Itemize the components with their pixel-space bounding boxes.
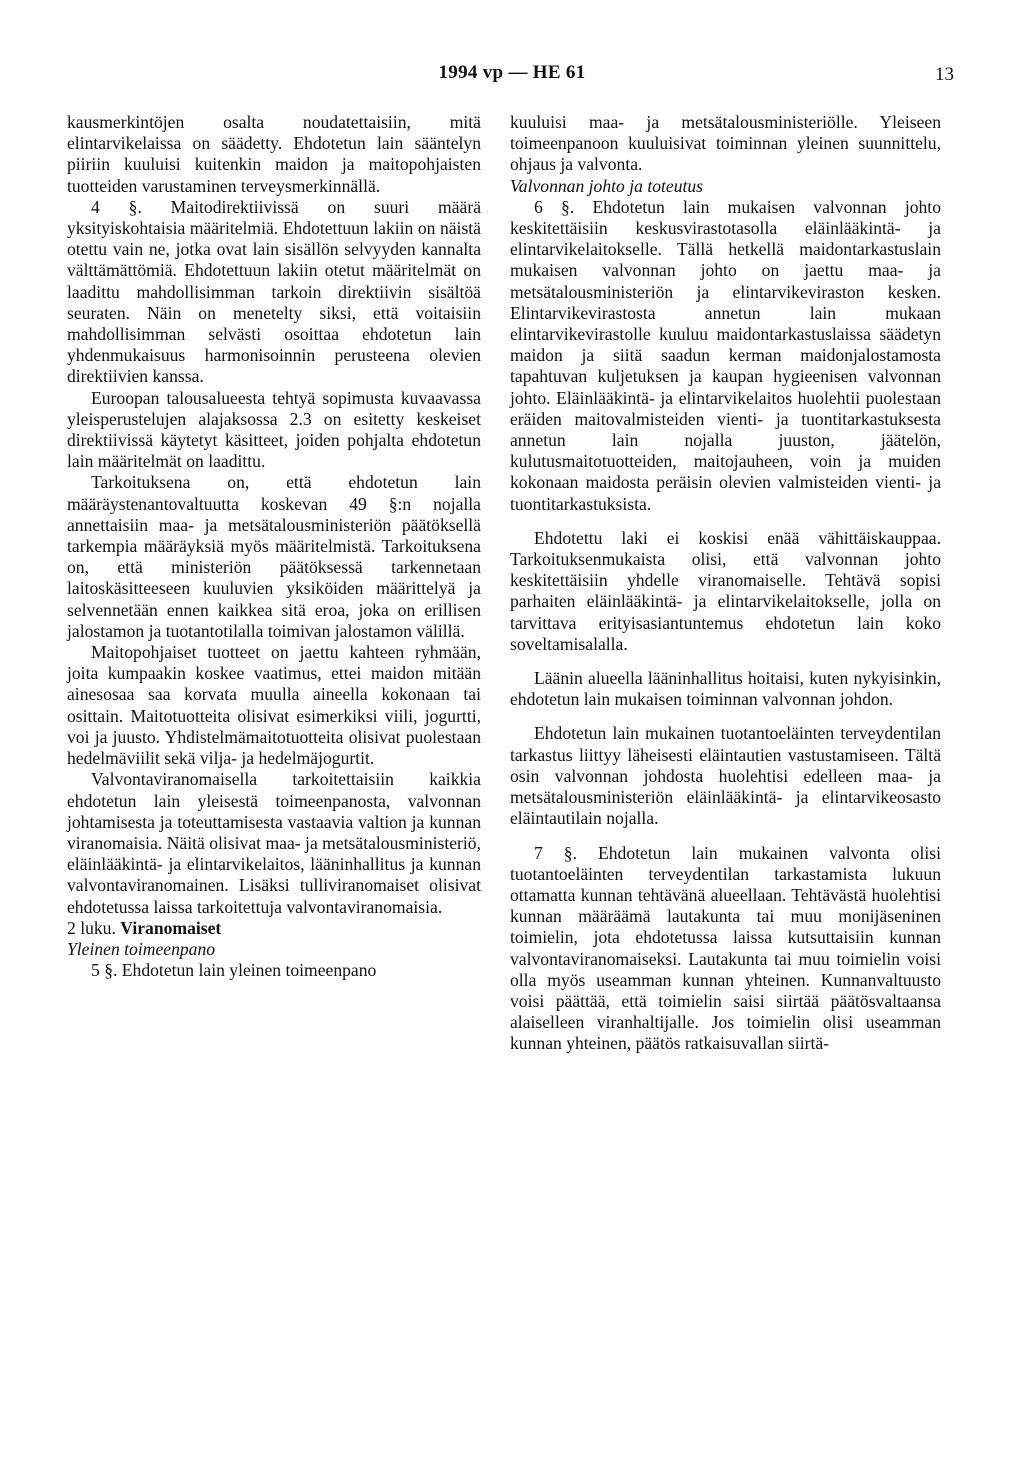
chapter-title: Viranomaiset [120, 917, 222, 938]
right-paragraph-2: 6 §. Ehdotetun lain mukaisen valvonnan johto keskitettäisiin keskusvirastotasolla eläinlääkintä- ja elintarvikelaitokselle. Tällä hetkellä maidontarkastuslain mukaisen valvonnan johto on jaettu maa- ja metsätalousministeriön ja elintarvikeviraston kesken. Elintarvikevirastosta annetun lain mukaan elintarvikevirastolle kuuluu maidontarkastuslaissa säädetyn maidon ja siitä saadun kerman maidonjalostamosta tapahtuvan kuljetuksen ja kaupan hygieenisen valvonnan johto. Eläinlääkintä- ja elintarvikelaitos huolehtii puolestaan eräiden maitovalmisteiden vienti- ja tuontitarkastuksesta annetun lain nojalla juuston, jäätelön, kulutusmaitotuotteiden, maitojauheen, voin ja muiden kokonaan maidosta peräisin olevien valmisteiden vienti- ja tuontitarkastuksista. [510, 196, 941, 514]
left-paragraph-3: Euroopan talousalueesta tehtyä sopimusta kuvaavassa yleisperustelujen alajaksossa 2.3 on esitetty keskeiset direktiivissä käytetyt käsitteet, joiden pohjalta ehdotetun lain määritelmät on laadittu. [67, 387, 481, 472]
right-column [510, 112, 941, 1055]
left-paragraph-7: 5 §. Ehdotetun lain yleinen toimeenpano [91, 960, 377, 981]
left-paragraph-4: Tarkoituksena on, että ehdotetun lain määräystenantovaltuutta koskevan 49 §:n nojalla annettaisiin maa- ja metsätalousministeriön päätöksellä tarkempia määräyksiä myös määritelmistä. Tarkoituksena on, että ministeriön päätöksessä tarkennetaan laitoskäsitteeseen kuuluvien yksiköiden määrittelyä ja selvennetään ennen kaikkea sitä eroa, joka on erillisen jalostamon ja tuotantotilalla toimivan jalostamon välillä. [67, 472, 481, 641]
page-number: 13 [935, 64, 954, 85]
right-paragraph-3: Ehdotettu laki ei koskisi enää vähittäiskauppaa. Tarkoituksenmukaista olisi, että valvonnan johto keskitettäisiin yhdelle viranomaiselle. Tehtävä sopisi parhaiten eläinlääkintä- ja elintarvikelaitokselle, jolla on tarvittava erityisasiantuntemus ehdotetun lain koko soveltamisalalla. [510, 527, 941, 654]
left-paragraph-1: kausmerkintöjen osalta noudatettaisiin, mitä elintarvikelaissa on säädetty. Ehdotetun lain sääntelyn piiriin kuuluisi kuitenkin maidon ja maitopohjaisten tuotteiden varustaminen terveysmerkinnällä. [67, 112, 481, 196]
right-paragraph-4: Läänin alueella lääninhallitus hoitaisi, kuten nykyisinkin, ehdotetun lain mukaisen toiminnan valvonnan johdon. [510, 668, 941, 710]
left-paragraph-6: Valvontaviranomaisella tarkoitettaisiin kaikkia ehdotetun lain yleisestä toimeenpanosta, valvonnan johtamisesta ja toteuttamisesta vastaavia valtion ja kunnan viranomaisia. Näitä olisivat maa- ja metsätalousministeriö, eläinlääkintä- ja elintarvikelaitos, lääninhallitus ja kunnan valvontaviranomainen. Lisäksi tulliviranomaiset olisivat ehdotetussa laissa tarkoitettuja valvontaviranomaisia. [67, 769, 481, 917]
page-header [0, 62, 1024, 92]
right-paragraph-6: 7 §. Ehdotetun lain mukainen valvonta olisi tuotantoeläinten terveydentilan tarkastamista lukuun ottamatta kunnan tehtävänä alueellaan. Tehtävästä huolehtisi kunnan määräämä lautakunta tai muu monijäseninen toimielin, jota ehdotetussa laissa kutsuttaisiin kunnan valvontaviranomaiseksi. Lautakunta tai muu toimielin voisi olla myös useamman kunnan yhteinen. Kunnanvaltuusto voisi päättää, että toimielin saisi siirtää päätösvaltaansa alaiselleen viranhaltijalle. Jos toimielin olisi useamman kunnan yhteinen, päätös ratkaisuvallan siirtä- [510, 842, 941, 1054]
left-column [67, 112, 481, 981]
subsection-heading-general: Yleinen toimeenpano [67, 938, 216, 959]
right-paragraph-1: kuuluisi maa- ja metsätalousministeriölle. Yleiseen toimeenpanoon kuuluisivat toiminnan yleinen suunnittelu, ohjaus ja valvonta. [510, 112, 941, 175]
right-paragraph-5: Ehdotetun lain mukainen tuotantoeläinten terveydentilan tarkastus liittyy läheisesti eläintautien vastustamiseen. Tältä osin valvonnan johdosta huolehtisi edelleen maa- ja metsätalousministeriön eläinlääkintä- ja elintarvikeosasto eläintautilain nojalla. [510, 723, 941, 829]
chapter-number: 2 luku. [67, 917, 116, 938]
subsection-heading-supervision: Valvonnan johto ja toteutus [510, 175, 704, 196]
running-head: 1994 vp — HE 61 [438, 62, 586, 83]
chapter-heading [67, 918, 481, 939]
left-paragraph-5: Maitopohjaiset tuotteet on jaettu kahteen ryhmään, joita kumpaakin koskee vaatimus, ettei maidon mitään ainesosaa saa korvata muulla aineella kokonaan tai osittain. Maitotuotteita olisivat esimerkiksi viili, jogurtti, voi ja juusto. Yhdistelmämaitotuotteita olisivat puolestaan hedelmäviilit sekä vilja- ja hedelmäjogurtit. [67, 642, 481, 769]
left-paragraph-2: 4 §. Maitodirektiivissä on suuri määrä yksityiskohtaisia määritelmiä. Ehdotettuun lakiin on näistä otettu vain ne, jotka ovat lain sisällön selvyyden kannalta välttämättömiä. Ehdotettuun lakiin otetut määritelmät on laadittu mahdollisimman tarkoin direktiivin sisältöä seuraten. Näin on menetelty siksi, että voitaisiin mahdollisimman selvästi osoittaa ehdotetun lain yhdenmukaisuus harmonisoinnin perusteena olevien direktiivien kanssa. [67, 196, 481, 387]
